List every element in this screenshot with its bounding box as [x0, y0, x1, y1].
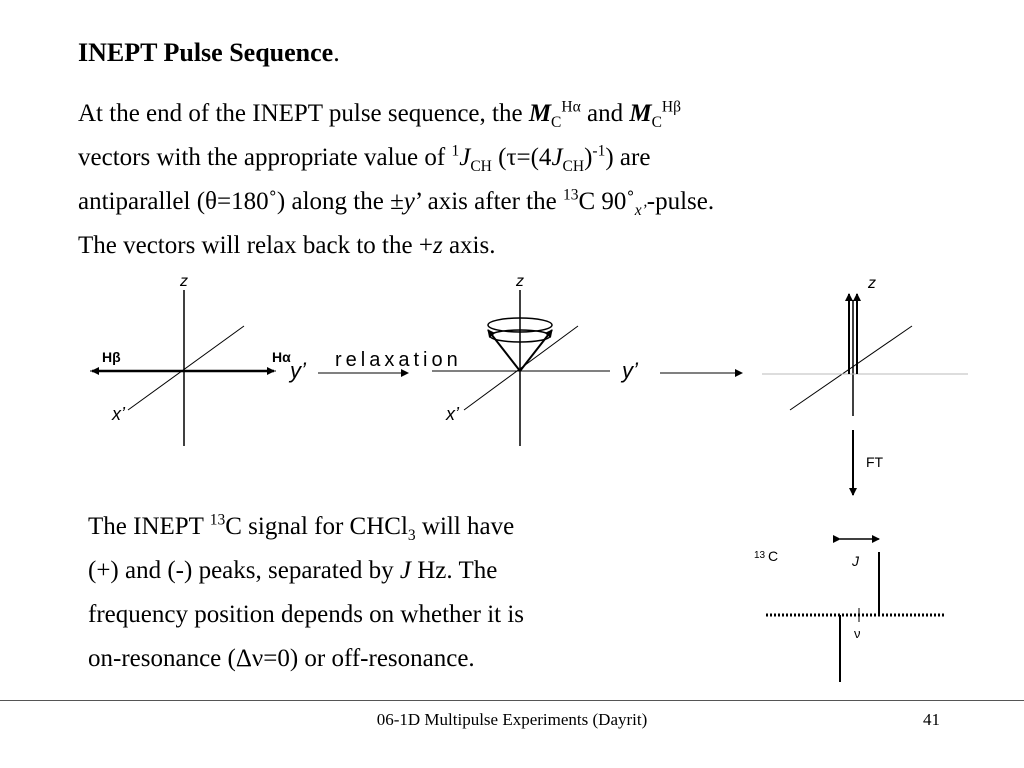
z-label-2: z	[516, 273, 524, 290]
frame-antiparallel	[90, 273, 307, 446]
para2-line4: on-resonance (Δν=0) or off-resonance.	[88, 645, 475, 672]
frame-relaxed	[762, 275, 968, 416]
z-label-3: z	[868, 275, 876, 292]
x-axis-2	[464, 326, 578, 410]
intro-paragraph	[78, 92, 978, 268]
relaxation-label: relaxation	[335, 349, 462, 371]
footer-divider	[0, 700, 1024, 701]
vec-label-left: Hβ	[102, 349, 121, 365]
slide-title: INEPT Pulse Sequence.	[78, 38, 340, 67]
signal-paragraph	[88, 505, 708, 681]
footer-text: 06-1D Multipulse Experiments (Dayrit)	[376, 710, 648, 729]
page-number: 41	[923, 710, 940, 729]
z-label-1: z	[180, 273, 188, 290]
spectrum-nucleus-label: C	[768, 548, 779, 564]
relaxing-vector-left	[488, 330, 520, 371]
x-axis-3	[790, 326, 912, 410]
spectrum-nu-label: ν	[854, 626, 861, 641]
spectrum-j-label: J	[852, 553, 859, 569]
ft-label: FT	[866, 454, 884, 470]
para1-line1: At the end of the INEPT pulse sequence, the $M_C^{H\alpha}$ and $M_C^{H\beta}$	[78, 98, 681, 131]
para1-line3: antiparallel (θ=180˚) along the ±y’ axis after the $^{13}$C $90˚_{x’}$-pulse.	[78, 186, 715, 219]
y-label-2: y’	[622, 358, 638, 383]
x-label-2: x’	[446, 404, 459, 424]
frame-relaxing	[432, 273, 639, 446]
x-label-1: x’	[112, 404, 125, 424]
para1-line4: The vectors will relax back to the +z axis.	[78, 232, 496, 259]
para2-line1: The INEPT $^{13}$C signal for CHCl$_3$ will have	[88, 511, 515, 544]
c13-spectrum	[754, 539, 946, 682]
x-axis-1	[128, 326, 244, 410]
y-label-1: y’	[290, 358, 306, 383]
vec-label-right: Hα	[272, 349, 291, 365]
relaxing-vector-right	[520, 330, 552, 371]
para1-line2: vectors with the appropriate value of $^1J_{CH}$ $(\tau=(4J_{CH})^{-1})$ are	[78, 142, 651, 175]
spectrum-isotope-sup: 13	[754, 550, 766, 561]
para2-line2: (+) and (-) peaks, separated by J Hz. The	[88, 557, 498, 584]
para2-line3: frequency position depends on whether it is	[88, 601, 525, 628]
